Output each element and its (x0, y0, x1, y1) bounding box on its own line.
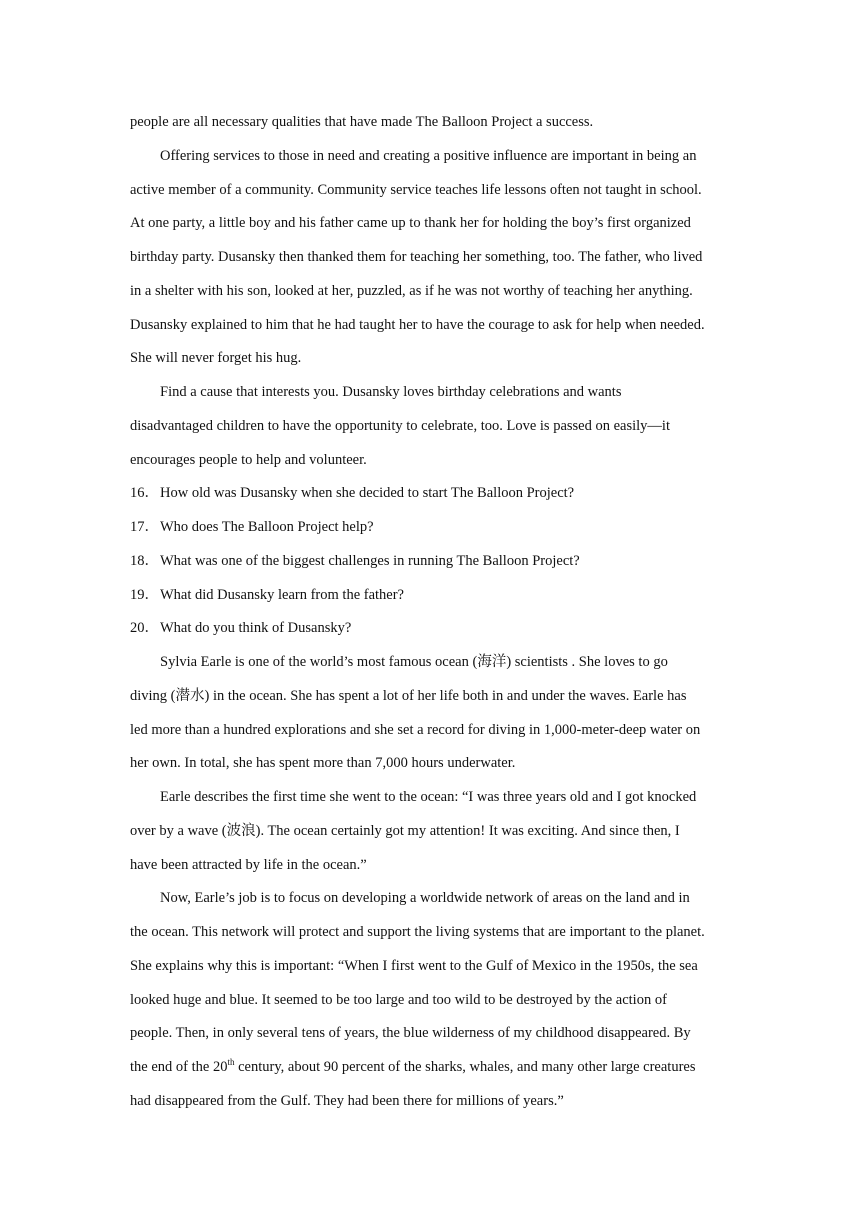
question-number: 18． (130, 552, 159, 569)
paragraph-line: Dusansky explained to him that he had taught her to have the courage to ask for help when needed. (130, 316, 705, 333)
question-item (130, 517, 736, 551)
question-number: 17． (130, 519, 159, 535)
paragraph-line: looked huge and blue. It seemed to be too large and too wild to be destroyed by the action of (130, 991, 667, 1008)
paragraph-line: She will never forget his hug. (130, 350, 302, 367)
paragraph-line: disadvantaged children to have the opportunity to celebrate, too. Love is passed on easily—it (130, 417, 670, 434)
ordinal-superscript: th (227, 1057, 235, 1068)
paragraph-line: led more than a hundred explorations and she set a record for diving in 1,000-meter-deep water on (130, 721, 701, 738)
paragraph-line: Offering services to those in need and creating a positive influence are important in being an (160, 147, 697, 164)
paragraph-line: have been attracted by life in the ocean.” (130, 856, 367, 873)
question-text: How old was Dusansky when she decided to start The Balloon Project? (160, 485, 575, 502)
paragraph-line: the ocean. This network will protect and support the living systems that are important to the planet. (130, 924, 705, 940)
question-number: 19． (130, 586, 159, 603)
paragraph-line: Now, Earle’s job is to focus on developing a worldwide network of areas on the land and in (160, 890, 690, 907)
paragraph-line: Sylvia Earle is one of the world’s most famous ocean (海洋) scientists . She loves to go (160, 654, 668, 670)
paragraph-line: over by a wave (波浪). The ocean certainly got my attention! It was exciting. And since then, I (130, 822, 680, 839)
question-item (130, 618, 736, 652)
paragraph-line: people are all necessary qualities that have made The Balloon Project a success. (130, 114, 594, 130)
paragraph-line: diving (潜水) in the ocean. She has spent a lot of her life both in and under the waves. Earle has (130, 687, 687, 704)
paragraph-line: She explains why this is important: “When I first went to the Gulf of Mexico in the 1950s, the sea (130, 957, 698, 974)
question-item (130, 483, 736, 517)
question-item (130, 551, 736, 585)
question-text: What did Dusansky learn from the father? (160, 586, 404, 603)
question-text: What was one of the biggest challenges in running The Balloon Project? (160, 552, 580, 569)
paragraph-line: Earle describes the first time she went to the ocean: “I was three years old and I got knocked (160, 789, 697, 805)
paragraph-line: active member of a community. Community service teaches life lessons often not taught in school. (130, 181, 702, 198)
paragraph-line (130, 1057, 736, 1091)
paragraph-line: in a shelter with his son, looked at her, puzzled, as if he was not worthy of teaching her anything. (130, 282, 693, 299)
line-segment: century, about 90 percent of the sharks, whales, and many other large creatures (234, 1059, 696, 1075)
paragraph-line: At one party, a little boy and his father came up to thank her for holding the boy’s first organized (130, 215, 691, 232)
question-item (130, 585, 736, 619)
paragraph-line: Find a cause that interests you. Dusansky loves birthday celebrations and wants (160, 384, 622, 400)
paragraph-line: birthday party. Dusansky then thanked them for teaching her something, too. The father, who lived (130, 249, 703, 265)
document-body (130, 112, 736, 1125)
paragraph-line: had disappeared from the Gulf. They had been there for millions of years.” (130, 1092, 564, 1109)
line-segment: the end of the 20 (130, 1059, 228, 1075)
question-text: What do you think of Dusansky? (160, 620, 352, 637)
question-text: Who does The Balloon Project help? (160, 519, 374, 535)
question-number: 20． (130, 620, 159, 637)
question-number: 16． (130, 485, 159, 502)
paragraph-line: encourages people to help and volunteer. (130, 451, 367, 468)
paragraph-line: people. Then, in only several tens of years, the blue wilderness of my childhood disappeared. By (130, 1025, 691, 1042)
paragraph-line: her own. In total, she has spent more than 7,000 hours underwater. (130, 755, 516, 772)
